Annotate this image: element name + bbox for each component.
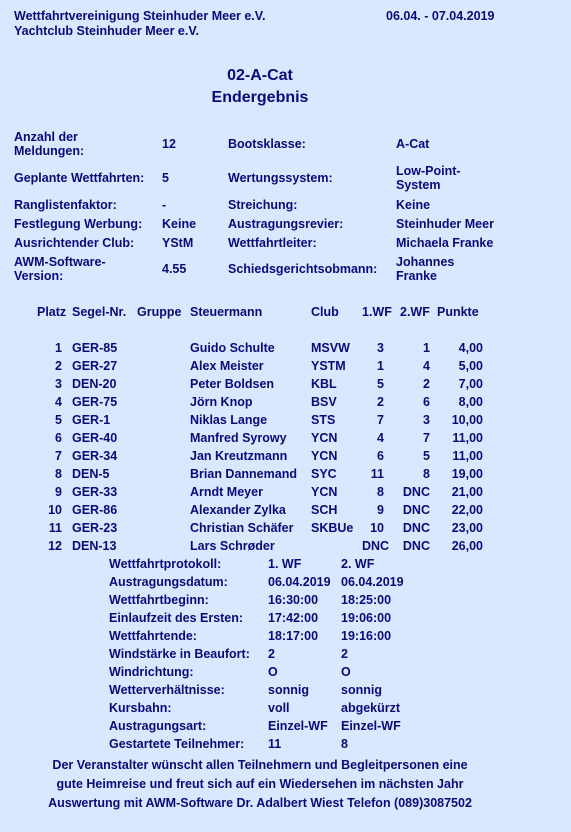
- header-gruppe: Gruppe: [137, 305, 182, 319]
- protocol-label: Wettfahrtprotokoll:: [109, 557, 222, 571]
- software-label: [14, 255, 106, 283]
- cell-segel: GER-75: [72, 395, 118, 409]
- protocol-label: Austragungsdatum:: [109, 575, 228, 589]
- cell-steuermann: Niklas Lange: [190, 413, 268, 427]
- werbung-label: Festlegung Werbung:: [14, 217, 143, 231]
- cell-club: STS: [311, 413, 336, 427]
- cell-club: YSTM: [311, 359, 346, 373]
- cell-punkte: 19,00: [451, 467, 483, 481]
- protocol-wf1: 16:30:00: [268, 593, 319, 607]
- cell-wf1: 11: [370, 467, 384, 481]
- protocol-wf2: 18:25:00: [341, 593, 392, 607]
- protocol-label: Wettfahrtbeginn:: [109, 593, 209, 607]
- protocol-label: Wettfahrtende:: [109, 629, 197, 643]
- protocol-wf1: 18:17:00: [268, 629, 319, 643]
- wertung-value: [396, 164, 461, 192]
- cell-platz: 5: [55, 413, 62, 427]
- cell-punkte: 11,00: [452, 431, 483, 445]
- cell-platz: 11: [48, 521, 62, 535]
- cell-wf2: DNC: [402, 485, 430, 499]
- cell-segel: GER-1: [72, 413, 111, 427]
- revier-label: Austragungsrevier:: [228, 217, 344, 231]
- cell-punkte: 21,00: [451, 485, 483, 499]
- protocol-wf1: 2: [268, 647, 275, 661]
- cell-wf1: 4: [377, 431, 384, 445]
- header-wf2: 2.WF: [400, 305, 430, 319]
- protocol-label: Austragungsart:: [109, 719, 207, 733]
- cell-punkte: 26,00: [451, 539, 483, 553]
- protocol-label: Wetterverhältnisse:: [109, 683, 225, 697]
- header-segel: Segel-Nr.: [72, 305, 127, 319]
- cell-wf1: 1: [377, 359, 384, 373]
- cell-steuermann: Peter Boldsen: [190, 377, 275, 391]
- cell-wf2: 4: [423, 359, 430, 373]
- cell-segel: GER-86: [72, 503, 118, 517]
- cell-platz: 2: [55, 359, 62, 373]
- protocol-label: Windstärke in Beaufort:: [109, 647, 250, 661]
- cell-punkte: 5,00: [458, 359, 483, 373]
- header-wf1: 1.WF: [362, 305, 392, 319]
- geplante-value: 5: [162, 171, 169, 185]
- cell-club: BSV: [311, 395, 337, 409]
- cell-club: SYC: [311, 467, 337, 481]
- cell-steuermann: Arndt Meyer: [190, 485, 263, 499]
- cell-punkte: 8,00: [458, 395, 483, 409]
- wertung-value-line2: System: [396, 178, 441, 192]
- cell-segel: GER-33: [72, 485, 118, 499]
- cell-wf1: 8: [377, 485, 384, 499]
- leiter-label: Wettfahrtleiter:: [228, 236, 317, 250]
- wertung-value-line1: Low-Point-: [396, 164, 461, 178]
- cell-segel: DEN-5: [72, 467, 110, 481]
- cell-wf2: 8: [423, 467, 430, 481]
- cell-punkte: 11,00: [452, 449, 483, 463]
- protocol-wf2: 8: [341, 737, 348, 751]
- cell-club: SKBUe: [311, 521, 354, 535]
- protocol-wf2: Einzel-WF: [341, 719, 401, 733]
- protocol-wf2: 19:16:00: [341, 629, 392, 643]
- schieds-value-line1: Johannes: [396, 255, 455, 269]
- header-punkte: Punkte: [437, 305, 479, 319]
- cell-steuermann: Alexander Zylka: [190, 503, 286, 517]
- class-title: 02-A-Cat: [227, 67, 293, 84]
- protocol-label: Kursbahn:: [109, 701, 172, 715]
- organizer-line-1: Wettfahrtvereinigung Steinhuder Meer e.V.: [14, 9, 266, 23]
- result-title: Endergebnis: [211, 89, 309, 106]
- meldungen-value: 12: [162, 137, 176, 151]
- rangliste-value: -: [162, 198, 167, 212]
- wertung-label: Wertungssystem:: [228, 171, 333, 185]
- cell-segel: GER-27: [72, 359, 118, 373]
- cell-platz: 6: [55, 431, 62, 445]
- cell-platz: 12: [48, 539, 62, 553]
- cell-platz: 10: [48, 503, 62, 517]
- cell-club: MSVW: [311, 341, 350, 355]
- cell-wf2: DNC: [402, 539, 430, 553]
- protocol-wf2: O: [341, 665, 351, 679]
- protocol-wf1: 17:42:00: [268, 611, 319, 625]
- cell-platz: 4: [55, 395, 62, 409]
- protocol-wf2: 06.04.2019: [341, 575, 404, 589]
- header-platz: Platz: [37, 305, 67, 319]
- protocol-label: Windrichtung:: [109, 665, 194, 679]
- cell-platz: 3: [55, 377, 62, 391]
- revier-value: Steinhuder Meer: [396, 217, 494, 231]
- protocol-wf2: sonnig: [341, 683, 382, 697]
- meldungen-label: [14, 130, 84, 158]
- meldungen-label-line2: Meldungen:: [14, 144, 85, 158]
- cell-wf2: 1: [423, 341, 430, 355]
- cell-wf2: DNC: [402, 521, 430, 535]
- schieds-value-line2: Franke: [396, 269, 437, 283]
- cell-club: YCN: [311, 431, 338, 445]
- schieds-label: Schiedsgerichtsobmann:: [228, 262, 378, 276]
- software-value: 4.55: [162, 262, 187, 276]
- software-label-line1: AWM-Software-: [14, 255, 106, 269]
- cell-platz: 8: [55, 467, 62, 481]
- cell-wf2: DNC: [402, 503, 430, 517]
- cell-segel: GER-40: [72, 431, 118, 445]
- cell-wf1: 7: [377, 413, 384, 427]
- cell-platz: 1: [55, 341, 62, 355]
- protocol-wf1: voll: [268, 701, 290, 715]
- protocol-wf2: abgekürzt: [341, 701, 401, 715]
- cell-punkte: 10,00: [451, 413, 483, 427]
- geplante-label: Geplante Wettfahrten:: [14, 171, 145, 185]
- cell-steuermann: Alex Meister: [190, 359, 264, 373]
- cell-wf1: 5: [377, 377, 384, 391]
- meldungen-label-line1: Anzahl der: [14, 130, 78, 144]
- cell-steuermann: Manfred Syrowy: [190, 431, 287, 445]
- cell-segel: GER-85: [72, 341, 118, 355]
- cell-wf1: 10: [370, 521, 384, 535]
- cell-segel: DEN-13: [72, 539, 117, 553]
- cell-club: YCN: [311, 485, 338, 499]
- cell-segel: DEN-20: [72, 377, 117, 391]
- protocol-wf1: 1. WF: [268, 557, 302, 571]
- cell-steuermann: Brian Dannemand: [190, 467, 297, 481]
- rangliste-label: Ranglistenfaktor:: [14, 198, 117, 212]
- cell-wf1: 2: [377, 395, 384, 409]
- schieds-value: [396, 255, 454, 283]
- software-credit: Auswertung mit AWM-Software Dr. Adalbert Wiest Telefon (089)3087502: [48, 796, 472, 810]
- protocol-wf2: 2. WF: [341, 557, 375, 571]
- closing-note-line2: gute Heimreise und freut sich auf ein Wiedersehen im nächsten Jahr: [56, 777, 464, 791]
- protocol-wf1: O: [268, 665, 278, 679]
- cell-wf1: 3: [377, 341, 384, 355]
- cell-steuermann: Lars Schrøder: [190, 539, 275, 553]
- cell-wf1: DNC: [362, 539, 390, 553]
- header-steuermann: Steuermann: [190, 305, 263, 319]
- protocol-wf2: 2: [341, 647, 348, 661]
- club-label: Ausrichtender Club:: [14, 236, 135, 250]
- cell-wf2: 3: [423, 413, 430, 427]
- cell-steuermann: Jörn Knop: [190, 395, 253, 409]
- cell-club: KBL: [311, 377, 337, 391]
- cell-steuermann: Christian Schäfer: [190, 521, 294, 535]
- werbung-value: Keine: [162, 217, 197, 231]
- streichung-value: Keine: [396, 198, 431, 212]
- cell-platz: 7: [55, 449, 62, 463]
- cell-punkte: 7,00: [458, 377, 483, 391]
- event-date-range: 06.04. - 07.04.2019: [386, 9, 495, 23]
- cell-club: YCN: [311, 449, 338, 463]
- cell-segel: GER-34: [72, 449, 118, 463]
- cell-platz: 9: [55, 485, 62, 499]
- protocol-wf1: Einzel-WF: [268, 719, 328, 733]
- organizer-line-2: Yachtclub Steinhuder Meer e.V.: [14, 24, 200, 38]
- cell-wf2: 5: [423, 449, 430, 463]
- protocol-wf2: 19:06:00: [341, 611, 392, 625]
- protocol-label: Einlaufzeit des Ersten:: [109, 611, 244, 625]
- cell-club: SCH: [311, 503, 338, 517]
- protocol-wf1: sonnig: [268, 683, 309, 697]
- bootsklasse-label: Bootsklasse:: [228, 137, 306, 151]
- club-value: YStM: [162, 236, 194, 250]
- streichung-label: Streichung:: [228, 198, 298, 212]
- protocol-wf1: 11: [268, 737, 282, 751]
- header-club: Club: [311, 305, 339, 319]
- cell-punkte: 22,00: [451, 503, 483, 517]
- cell-wf2: 7: [423, 431, 430, 445]
- cell-wf1: 6: [377, 449, 384, 463]
- cell-punkte: 23,00: [451, 521, 483, 535]
- cell-segel: GER-23: [72, 521, 118, 535]
- closing-note-line1: Der Veranstalter wünscht allen Teilnehmern und Begleitpersonen eine: [52, 758, 468, 772]
- cell-steuermann: Guido Schulte: [190, 341, 275, 355]
- software-label-line2: Version:: [14, 269, 64, 283]
- bootsklasse-value: A-Cat: [396, 137, 430, 151]
- cell-steuermann: Jan Kreutzmann: [190, 449, 288, 463]
- cell-wf2: 6: [423, 395, 430, 409]
- cell-wf2: 2: [423, 377, 430, 391]
- cell-wf1: 9: [377, 503, 384, 517]
- leiter-value: Michaela Franke: [396, 236, 494, 250]
- cell-punkte: 4,00: [458, 341, 483, 355]
- protocol-label: Gestartete Teilnehmer:: [109, 737, 245, 751]
- protocol-wf1: 06.04.2019: [268, 575, 331, 589]
